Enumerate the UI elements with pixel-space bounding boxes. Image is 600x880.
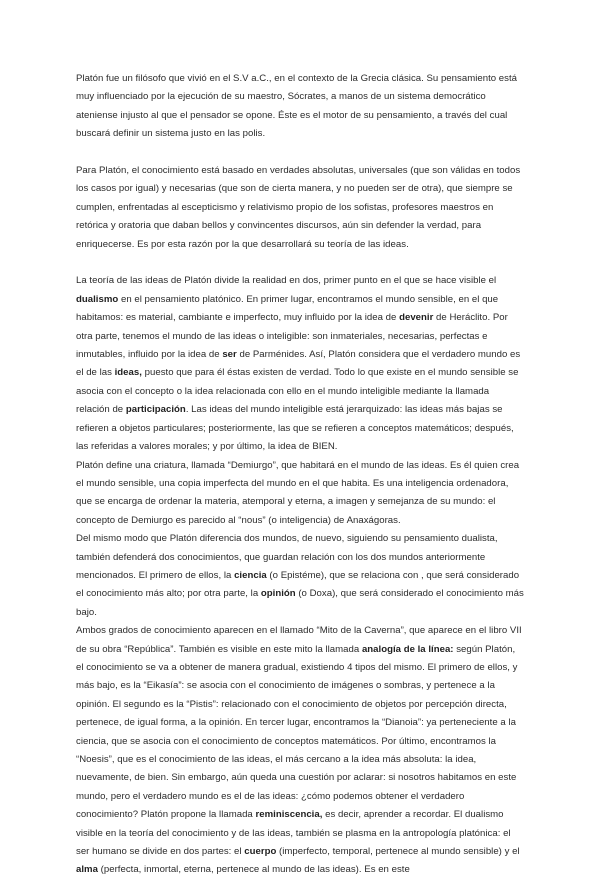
text-run: de Heráclito. Por otra parte, tenemos el mundo de las ideas o inteligible: son inmateriales, necesarias, perfectas e inmutables, influido por la idea de — [76, 312, 508, 361]
text-run: . Las ideas del mundo inteligible está jerarquizado: las ideas más bajas se refieren a objetos particulares; posteriormente, las que se refieren a conceptos matemáticos; después, las referidas a valores morales; y por último, la idea de BIEN. — [76, 404, 514, 453]
bold-term: participación — [125, 404, 186, 416]
text-run: (o Doxa), que será considerado el conocimiento más bajo. — [76, 588, 524, 618]
bold-term: dualismo — [76, 293, 119, 305]
bold-term: ciencia — [234, 569, 267, 581]
bold-term: opinión — [260, 588, 296, 600]
text-run: (perfecta, inmortal, eterna, pertenece al mundo de las ideas). Es en este — [97, 864, 410, 876]
text-run: de Parménides. Así, Platón considera que el verdadero mundo es el de las — [76, 349, 521, 379]
text-run: (imperfecto, temporal, pertenece al mundo sensible) y el — [276, 846, 520, 858]
bold-term: analogía de la línea: — [361, 643, 454, 655]
paragraph-theory-of-ideas — [76, 272, 524, 456]
paragraph-cave-myth — [76, 622, 524, 880]
bold-term: ideas, — [114, 367, 142, 379]
paragraph-demiurge — [76, 457, 524, 531]
text-run: según Platón, el conocimiento se va a obtener de manera gradual, existiendo 4 tipos del mismo. El primero de ellos, y más bajo, es la “Eikasía”: se asocia con el conocimiento de imágenes o sombras, y pertenece a la opinión. El segundo es la “Pistis”: relacionado con el conocimiento de objetos por percepción directa, pertenece, de igual forma, a la opinión. En tercer lugar, encontramos la “Dianoia”: ya perteneciente a la ciencia, que se asocia con el conocimiento de conceptos matemáticos. Por último, encontramos la “Noesis”, que es el conocimiento de las ideas, el más cercano a la idea más absoluta: la idea, nuevamente, de bien. Sin embargo, aún queda una cuestión por aclarar: si nosotros habitamos en este mundo, pero el verdadero mundo es el de las ideas: ¿cómo podemos obtener el verdadero conocimiento? Platón propone la llamada — [76, 643, 518, 821]
text-run: Del mismo modo que Platón diferencia dos mundos, de nuevo, siguiendo su pensamiento dualista, también defenderá dos conocimientos, que guardan relación con los dos mundos anteriormente mencionados. El primero de ellos, la — [76, 533, 498, 581]
text-run: Platón define una criatura, llamada “Demiurgo”, que habitará en el mundo de las ideas. Es él quien crea el mundo sensible, una copia imperfecta del mundo en el que habita. Es una inteligencia ordenadora, que se encarga de ordenar la materia, atemporal y eterna, a imagen y semejanza de su mundo: el concepto de Demiurgo es parecido al “nous” (o inteligencia) de Anaxágoras. — [76, 459, 520, 526]
text-run: Platón fue un filósofo que vivió en el S.V a.C., en el contexto de la Grecia clásica. Su pensamiento está muy influenciado por la ejecución de su maestro, Sócrates, a manos de un sistema democrático ateniense injusto al que el pensador se opone. Éste es el motor de su pensamiento, a través del cual buscará definir un sistema justo en las polis. — [76, 73, 518, 140]
paragraph-two-knowledges — [76, 530, 524, 622]
text-run: es decir, aprender a recordar. El dualismo visible en la teoría del conocimiento y de las ideas, también se plasma en la antropología platónica: el ser humano se divide en dos partes: el — [76, 809, 511, 858]
paragraph-spacer — [76, 254, 524, 272]
text-run: La teoría de las ideas de Platón divide la realidad en dos, primer punto en el que se hace visible el — [76, 275, 497, 287]
text-run: (o Epistéme), que se relaciona con , que será considerado el conocimiento más alto; por otra parte, la — [76, 569, 520, 600]
text-run: puesto que para él éstas existen de verdad. Todo lo que existe en el mundo sensible se asocia con el concepto o la idea relacionada con ello en el mundo inteligible mediante la llamada relación de — [76, 367, 519, 416]
paragraph-spacer — [76, 144, 524, 162]
bold-term: devenir — [399, 312, 434, 324]
text-run: Ambos grados de conocimiento aparecen en el llamado “Mito de la Caverna”, que aparece en el libro VII de su obra “República”. También es visible en este mito la llamada — [76, 625, 522, 655]
bold-term: ser — [222, 349, 237, 361]
bold-term: reminiscencia, — [255, 809, 323, 821]
paragraph-intro — [76, 70, 524, 144]
text-run: en el pensamiento platónico. En primer lugar, encontramos el mundo sensible, en el que habitamos: es material, cambiante e imperfecto, muy influido por la idea de — [76, 293, 499, 324]
text-run: Para Platón, el conocimiento está basado en verdades absolutas, universales (que son válidas en todos los casos por igual) y necesarias (que son de cierta manera, y no pueden ser de otra), que siempre se cumplen, enfrentadas al escepticismo y relativismo propio de los sofistas, profesores maestros en retórica y oratoria que daban bellos y convincentes discursos, aún sin defender la verdad, para enriquecerse. Es por esta razón por la que desarrollará su teoría de las ideas. — [76, 165, 521, 250]
bold-term: alma — [76, 864, 98, 876]
paragraph-knowledge — [76, 162, 524, 254]
bold-term: cuerpo — [244, 846, 277, 858]
